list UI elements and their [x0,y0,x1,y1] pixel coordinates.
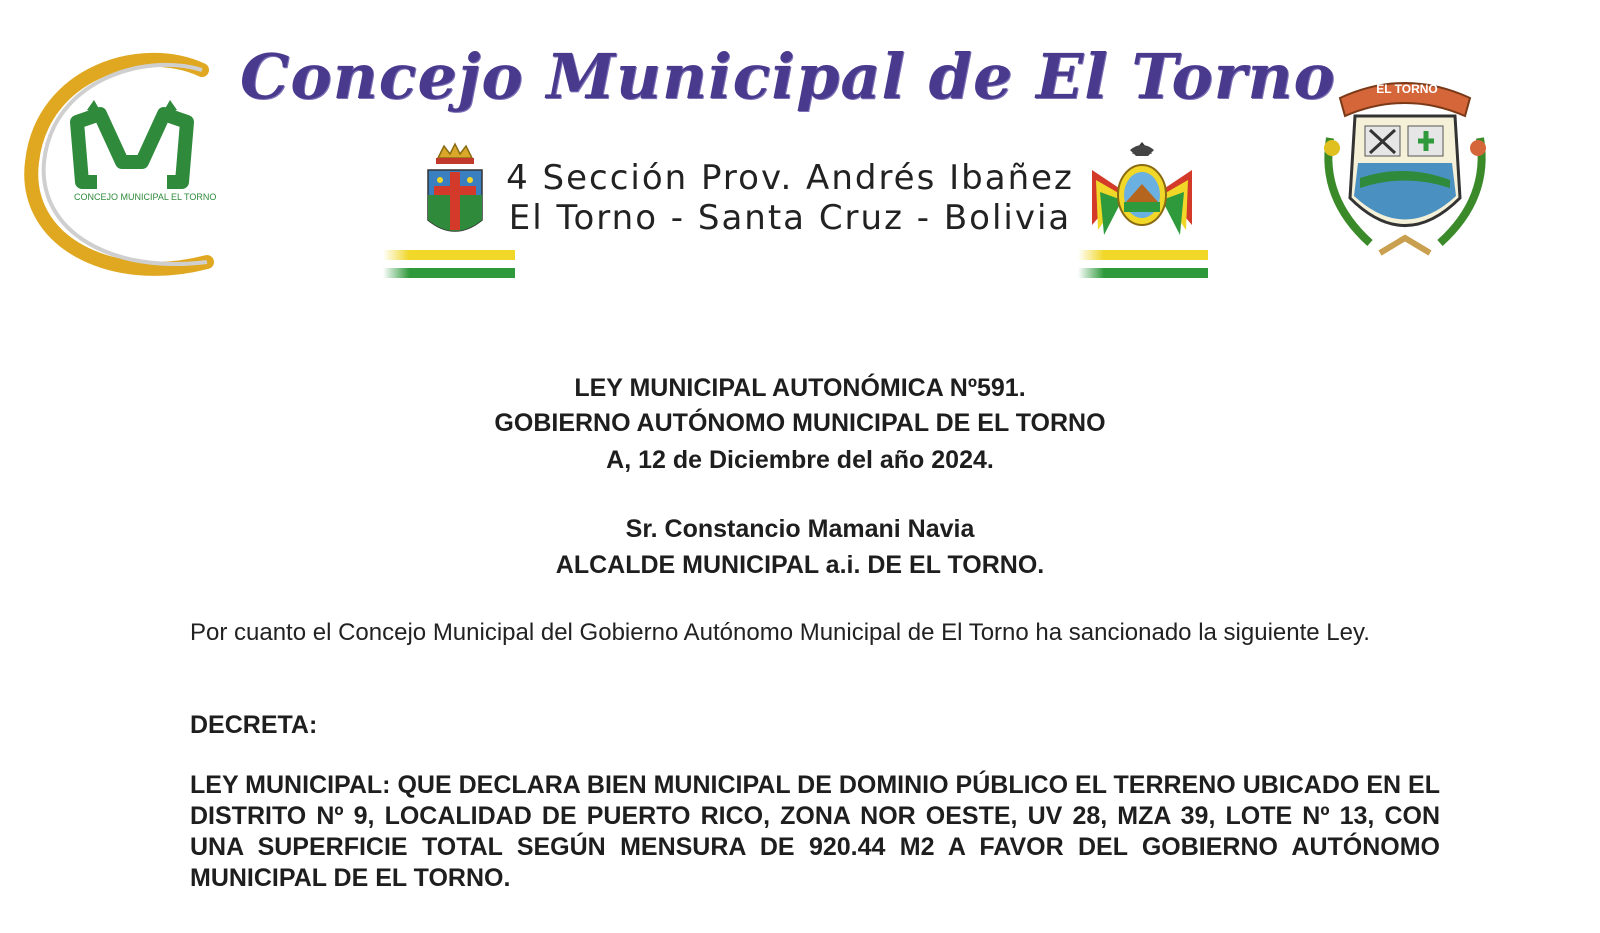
subtitle-section: 4 Sección Prov. Andrés Ibañez [506,158,1074,198]
law-title: LEY MUNICIPAL AUTONÓMICA Nº591. [574,374,1026,402]
flag-stripe-yellow [383,250,515,260]
mayor-name: Sr. Constancio Mamani Navia [625,515,975,543]
date-line: A, 12 de Diciembre del año 2024. [606,446,994,474]
council-logo-text: CONCEJO MUNICIPAL EL TORNO [74,192,217,202]
government-name: GOBIERNO AUTÓNOMO MUNICIPAL DE EL TORNO [494,409,1106,437]
el-torno-crest-text: EL TORNO [1376,82,1438,96]
mayor-role: ALCALDE MUNICIPAL a.i. DE EL TORNO. [555,551,1045,579]
council-title: Concejo Municipal de El Torno [240,40,1336,113]
council-logo-icon [22,52,232,282]
flag-stripe-green-right [1078,268,1208,278]
intro-paragraph: Por cuanto el Concejo Municipal del Gobierno Autónomo Municipal de El Torno ha sancionado la siguiente Ley. [190,619,1370,646]
flag-stripe-green [383,268,515,278]
municipal-crest-icon [420,140,490,250]
bolivia-coat-of-arms-icon [1082,140,1202,245]
el-torno-crest-icon [1310,68,1500,278]
subtitle-location: El Torno - Santa Cruz - Bolivia [508,198,1072,238]
flag-stripe-yellow-right [1078,250,1208,260]
decreta-heading: DECRETA: [190,711,318,739]
law-body-paragraph: LEY MUNICIPAL: QUE DECLARA BIEN MUNICIPAL DE DOMINIO PÚBLICO EL TERRENO UBICADO EN EL DISTRITO Nº 9, LOCALIDAD DE PUERTO RICO, ZONA NOR OESTE, UV 28, MZA 39, LOTE Nº 13, CON UNA SUPERFICIE TOTAL SEGÚN MENSURA DE 920.44 M2 A FAVOR DEL GOBIERNO AUTÓNOMO MUNICIPAL DE EL TORNO. [190,771,1440,892]
